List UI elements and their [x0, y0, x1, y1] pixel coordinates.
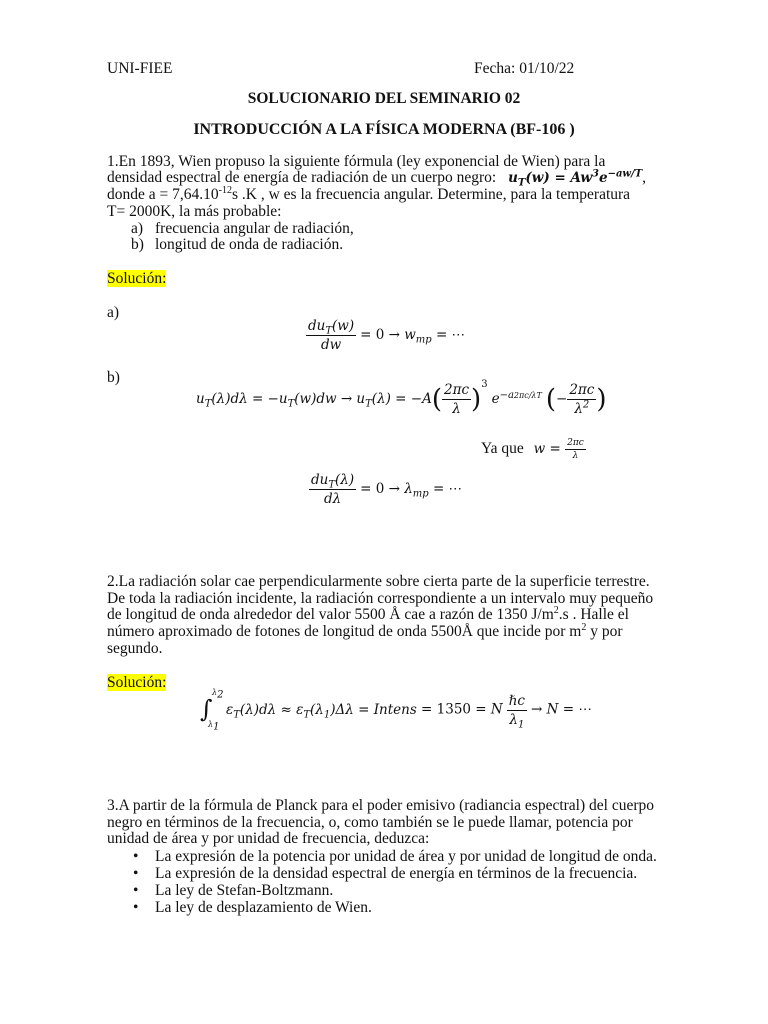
- problem1-part-b: b): [107, 369, 120, 386]
- document-title: SOLUCIONARIO DEL SEMINARIO 02: [247, 90, 521, 107]
- problem3-bullet-1: • La expresión de la potencia por unidad de área y por unidad de longitud de onda.: [133, 848, 657, 865]
- equation-problem2: ∫ $\lambda_2$ $\lambda_1$ $\varepsilon_T(\lambda)d\lambda \approx \varepsilon_T(\lambda_1)\Delta\lambda$ = Intens = 1350 = N $\frac{\text{ℏc}}{\lambda_1}$ → N = ⋯: [200, 688, 592, 733]
- equation-part-a: $\frac{du_T(w)}{dw}$ = $0 \to w_{mp}$ = ⋯: [308, 318, 466, 353]
- problem2-line3: de longitud de onda alrededor del valor 5500 Å cae a razón de 1350 $J/m^2.s$ . Halle el: [107, 604, 629, 623]
- problem1-item-a: a) frecuencia angular de radiación,: [131, 220, 354, 237]
- problem1-line2: densidad espectral de energía de radiación de un cuerpo negro: $u_T(w) = Aw^3e^{-aw/T}$,: [107, 168, 647, 189]
- equation-part-b: $u_T(\lambda)d\lambda = -u_T(w)dw \to u_T(\lambda) = -A$( $\frac{2\pi c}{\lambda}$ )$^3$ $e^{-a2\pi c/\lambda T}$ (− $\frac{2\pi c}{\lambda^2}$ ): [196, 378, 607, 417]
- problem3-line3: unidad de área y por unidad de frecuencia, deduzca:: [107, 830, 430, 847]
- problem3-bullet-2: • La expresión de la densidad espectral de energía en términos de la frecuencia.: [133, 865, 638, 882]
- problem1-item-b: b) longitud de onda de radiación.: [131, 236, 344, 253]
- header-date: Fecha: 01/10/22: [474, 60, 575, 77]
- problem3-line1: 3.A partir de la fórmula de Planck para el poder emisivo (radiancia espectral) del cuerpo: [107, 797, 655, 814]
- document-subtitle: INTRODUCCIÓN A LA FÍSICA MODERNA (BF-106 ): [193, 121, 575, 138]
- problem3-bullet-4: • La ley de desplazamiento de Wien.: [133, 899, 372, 916]
- header-institution: UNI-FIEE: [107, 60, 173, 77]
- problem1-part-a: a): [107, 304, 120, 321]
- problem2-line1: 2.La radiación solar cae perpendicularmente sobre cierta parte de la superficie terrestre.: [107, 573, 650, 590]
- problem2-line4: número aproximado de fotones de longitud de onda 5500Å que incide por $m^2$ y por: [107, 621, 623, 640]
- problem2-line5: segundo.: [107, 640, 163, 657]
- problem1-line4: T= 2000K, la más probable:: [107, 203, 282, 220]
- problem1-line1: 1.En 1893, Wien propuso la siguiente fórmula (ley exponencial de Wien) para la: [107, 153, 606, 170]
- problem1-line3: donde $a = 7,64.10^{-12}s$ .K , w es la frecuencia angular. Determine, para la temperatura: [107, 184, 631, 203]
- problem3-line2: negro en términos de la frecuencia, o, como también se le puede llamar, potencia por: [107, 814, 633, 831]
- equation-part-b-max: $\frac{du_T(\lambda)}{d\lambda}$ = $0 \to \lambda_{mp}$ = ⋯: [311, 472, 463, 507]
- ya-que-note: Ya que w = $\frac{2\pi c}{\lambda}$: [481, 438, 584, 461]
- problem2-solution-label: Solución:: [107, 674, 167, 691]
- problem1-solution-label: Solución:: [107, 270, 167, 287]
- wien-formula: $u_T(w) = Aw^3e^{-aw/T}$: [508, 168, 643, 189]
- problem3-bullet-3: • La ley de Stefan-Boltzmann.: [133, 882, 334, 899]
- problem2-line2: De toda la radiación incidente, la radiación correspondiente a un intervalo muy pequeño: [107, 590, 654, 607]
